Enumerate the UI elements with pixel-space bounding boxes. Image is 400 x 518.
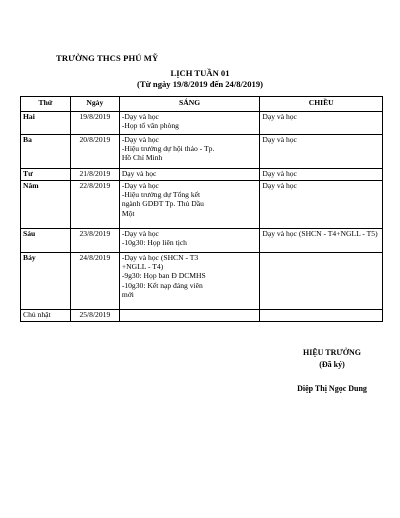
morning-cell	[119, 112, 260, 135]
morning-line: mới	[121, 289, 134, 299]
morning-line: -Hiệu trưởng dự Tổng kết	[121, 190, 201, 200]
day-cell: Năm	[21, 181, 71, 229]
column-header-afternoon: CHIỀU	[260, 97, 383, 112]
afternoon-cell	[260, 253, 383, 310]
column-header-date: Ngày	[70, 97, 119, 112]
school-name: TRƯỜNG THCS PHÚ MỸ	[56, 53, 159, 63]
morning-line: Dạy và học	[121, 169, 157, 178]
signature-role: HIỆU TRƯỞNG	[302, 348, 361, 357]
morning-line: +NGLL - T4)	[121, 262, 164, 272]
morning-cell	[119, 229, 260, 253]
morning-cell	[119, 181, 260, 229]
morning-line: -10g30: Kết nạp đảng viên	[121, 280, 203, 290]
day-cell: Ba	[21, 135, 71, 169]
morning-cell	[119, 169, 260, 181]
schedule-title: LỊCH TUẦN 01	[170, 68, 230, 78]
day-cell: Sáu	[21, 229, 71, 253]
date-cell: 23/8/2019	[70, 229, 119, 253]
table-row	[21, 253, 383, 310]
table-row	[21, 112, 383, 135]
date-cell: 19/8/2019	[70, 112, 119, 135]
morning-line: -Họp tổ văn phòng	[121, 121, 179, 131]
document-title	[0, 68, 400, 90]
day-cell: Bảy	[21, 253, 71, 310]
column-header-morning: SÁNG	[119, 97, 260, 112]
column-header-day: Thứ	[21, 97, 71, 112]
date-cell: 21/8/2019	[70, 169, 119, 181]
afternoon-cell	[260, 310, 383, 322]
afternoon-cell: Dạy và học	[260, 169, 383, 181]
date-cell: 22/8/2019	[70, 181, 119, 229]
afternoon-cell: Dạy và học	[260, 181, 383, 229]
morning-line: -Dạy và học	[121, 229, 159, 238]
morning-line: -Dạy và học	[121, 181, 159, 190]
day-cell: Hai	[21, 112, 71, 135]
day-cell: Tư	[21, 169, 71, 181]
date-cell: 24/8/2019	[70, 253, 119, 310]
morning-cell	[119, 253, 260, 310]
date-cell: 20/8/2019	[70, 135, 119, 169]
morning-line: ngành GDĐT Tp. Thủ Dầu	[121, 199, 204, 209]
signature-note: (Đã ký)	[319, 360, 345, 369]
table-row	[21, 310, 383, 322]
morning-line: Hồ Chí Minh	[121, 153, 163, 163]
morning-line: -10g30: Họp liên tịch	[121, 238, 187, 248]
morning-line: -Dạy và học (SHCN - T3	[121, 253, 199, 262]
morning-line: Một	[121, 208, 135, 218]
table-row	[21, 181, 383, 229]
morning-line: -9g30: Họp ban Đ DCMHS	[121, 271, 206, 281]
table-row	[21, 169, 383, 181]
morning-line: -Hiệu trưởng dự hội thảo - Tp.	[121, 144, 215, 154]
schedule-date-range: (Từ ngày 19/8/2019 đến 24/8/2019)	[137, 79, 263, 89]
afternoon-cell: Dạy và học	[260, 112, 383, 135]
morning-cell	[119, 135, 260, 169]
afternoon-cell: Dạy và học	[260, 135, 383, 169]
day-cell: Chủ nhật	[21, 310, 71, 322]
table-row	[21, 135, 383, 169]
date-cell: 25/8/2019	[70, 310, 119, 322]
afternoon-cell: Dạy và học (SHCN - T4+NGLL - T5)	[260, 229, 383, 253]
morning-cell	[119, 310, 260, 322]
table-header-row	[21, 97, 383, 112]
signature-name: Diệp Thị Ngọc Dung	[297, 384, 367, 393]
morning-line: -Dạy và học	[121, 135, 159, 144]
table-row	[21, 229, 383, 253]
morning-line: -Dạy và học	[121, 112, 159, 121]
weekly-schedule-table	[20, 96, 383, 322]
